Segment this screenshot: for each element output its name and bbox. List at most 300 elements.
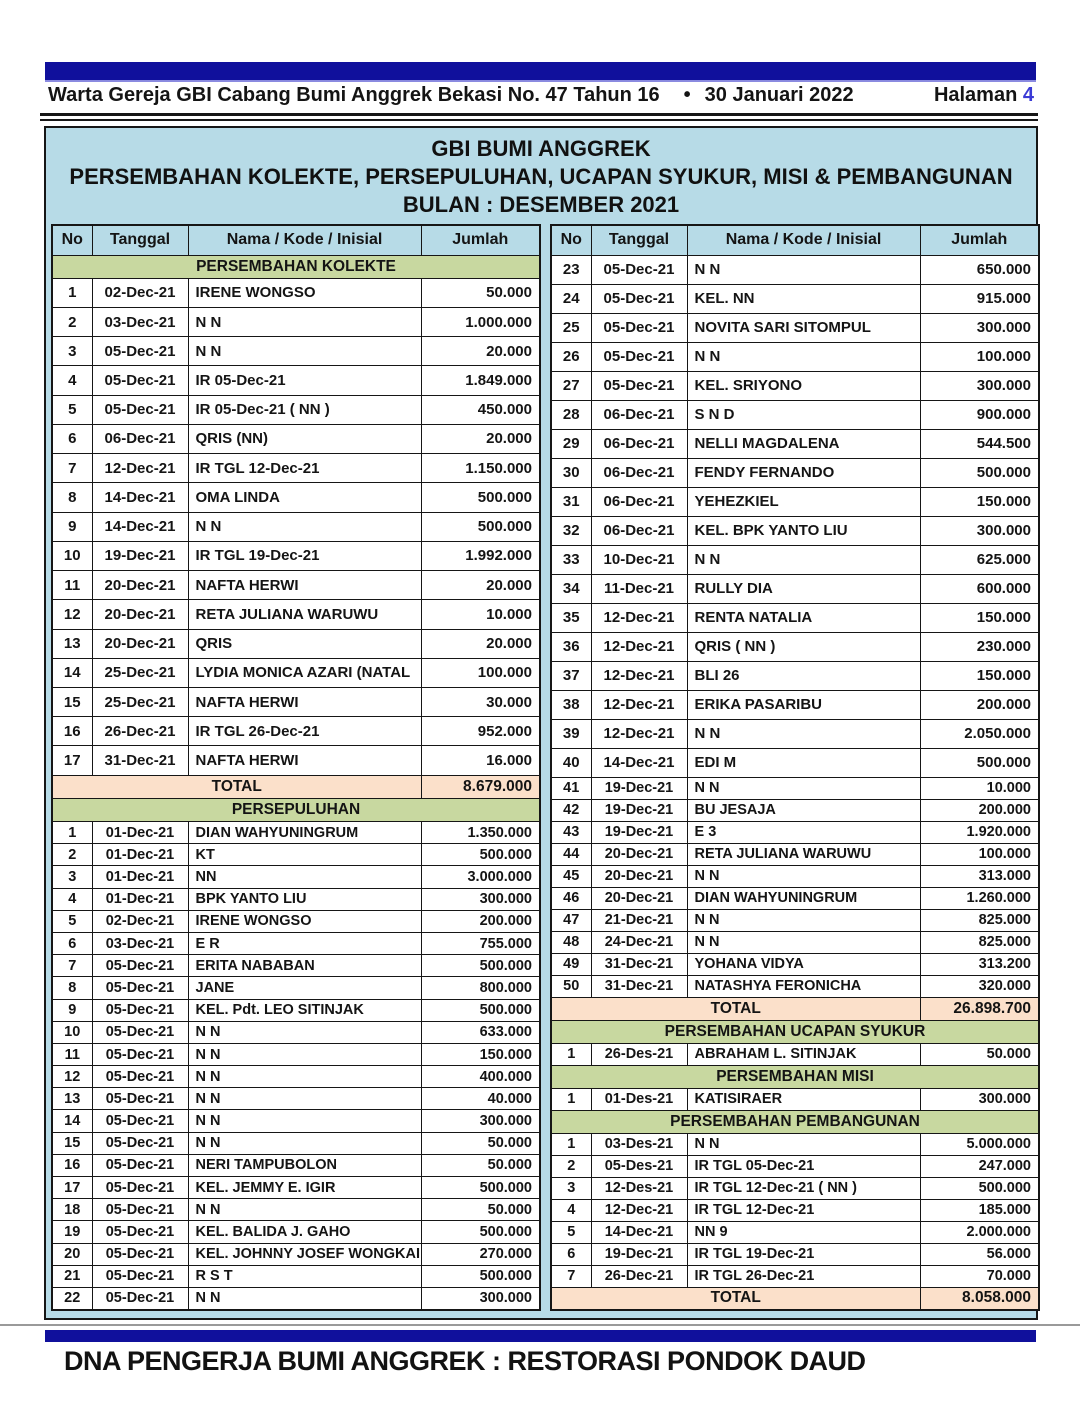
row-name: OMA LINDA bbox=[188, 483, 421, 512]
row-number: 5 bbox=[551, 1221, 591, 1243]
row-number: 7 bbox=[52, 955, 92, 977]
row-amount: 16.000 bbox=[421, 746, 540, 775]
row-date: 06-Dec-21 bbox=[591, 487, 687, 516]
column-header-jumlah: Jumlah bbox=[920, 225, 1039, 255]
row-date: 02-Dec-21 bbox=[92, 278, 188, 307]
table-row bbox=[52, 1154, 540, 1176]
table-row bbox=[551, 1155, 1039, 1177]
row-amount: 270.000 bbox=[421, 1243, 540, 1265]
column-header-tanggal: Tanggal bbox=[591, 225, 687, 255]
row-number: 40 bbox=[551, 748, 591, 777]
row-number: 36 bbox=[551, 632, 591, 661]
row-name: N N bbox=[687, 342, 920, 371]
row-name: IRENE WONGSO bbox=[188, 910, 421, 932]
table-row bbox=[551, 342, 1039, 371]
column-header-nama: Nama / Kode / Inisial bbox=[188, 225, 421, 255]
row-name: N N bbox=[687, 255, 920, 284]
row-number: 1 bbox=[52, 822, 92, 844]
table-row bbox=[551, 887, 1039, 909]
row-amount: 100.000 bbox=[920, 342, 1039, 371]
section-header-row bbox=[551, 1020, 1039, 1043]
row-amount: 100.000 bbox=[920, 843, 1039, 865]
row-date: 05-Dec-21 bbox=[92, 1177, 188, 1199]
row-number: 49 bbox=[551, 953, 591, 975]
row-amount: 300.000 bbox=[421, 1287, 540, 1310]
table-row bbox=[551, 909, 1039, 931]
section-header-label: PERSEMBAHAN KOLEKTE bbox=[52, 255, 540, 278]
row-date: 06-Dec-21 bbox=[92, 424, 188, 453]
page-label: Halaman bbox=[933, 84, 1018, 106]
row-number: 19 bbox=[52, 1221, 92, 1243]
table-row bbox=[52, 687, 540, 716]
table-row bbox=[52, 1110, 540, 1132]
row-date: 06-Dec-21 bbox=[591, 400, 687, 429]
row-date: 10-Dec-21 bbox=[591, 545, 687, 574]
row-date: 14-Dec-21 bbox=[92, 512, 188, 541]
row-number: 2 bbox=[52, 307, 92, 336]
row-number: 34 bbox=[551, 574, 591, 603]
table-row bbox=[52, 658, 540, 687]
row-number: 17 bbox=[52, 1177, 92, 1199]
column-header-row bbox=[52, 225, 540, 255]
row-date: 05-Dec-21 bbox=[92, 366, 188, 395]
row-number: 45 bbox=[551, 865, 591, 887]
row-number: 4 bbox=[52, 888, 92, 910]
row-date: 12-Dec-21 bbox=[591, 690, 687, 719]
row-name: KEL. NN bbox=[687, 284, 920, 313]
row-amount: 1.000.000 bbox=[421, 307, 540, 336]
row-number: 1 bbox=[551, 1088, 591, 1110]
row-number: 6 bbox=[52, 424, 92, 453]
row-date: 06-Dec-21 bbox=[591, 516, 687, 545]
row-name: E R bbox=[188, 932, 421, 954]
table-row bbox=[551, 400, 1039, 429]
row-name: N N bbox=[188, 1132, 421, 1154]
column-header-no: No bbox=[52, 225, 92, 255]
table-row bbox=[52, 910, 540, 932]
row-amount: 56.000 bbox=[920, 1243, 1039, 1265]
row-number: 41 bbox=[551, 777, 591, 799]
row-name: N N bbox=[188, 1199, 421, 1221]
row-number: 15 bbox=[52, 687, 92, 716]
table-row bbox=[52, 1043, 540, 1065]
table-row bbox=[52, 977, 540, 999]
table-row bbox=[52, 278, 540, 307]
row-amount: 2.050.000 bbox=[920, 719, 1039, 748]
tables-container bbox=[51, 224, 1031, 1311]
row-date: 12-Dec-21 bbox=[591, 1199, 687, 1221]
row-name: N N bbox=[687, 1133, 920, 1155]
table-row bbox=[551, 429, 1039, 458]
row-name: N N bbox=[188, 337, 421, 366]
row-name: RENTA NATALIA bbox=[687, 603, 920, 632]
row-number: 30 bbox=[551, 458, 591, 487]
row-name: N N bbox=[188, 307, 421, 336]
row-number: 17 bbox=[52, 746, 92, 775]
row-amount: 20.000 bbox=[421, 337, 540, 366]
row-date: 01-Dec-21 bbox=[92, 844, 188, 866]
row-date: 01-Dec-21 bbox=[92, 888, 188, 910]
row-amount: 500.000 bbox=[920, 1177, 1039, 1199]
report-box bbox=[44, 126, 1038, 1320]
row-date: 21-Dec-21 bbox=[591, 909, 687, 931]
row-amount: 150.000 bbox=[421, 1043, 540, 1065]
row-amount: 200.000 bbox=[421, 910, 540, 932]
row-name: KEL. JEMMY E. IGIR bbox=[188, 1177, 421, 1199]
row-date: 12-Dec-21 bbox=[92, 454, 188, 483]
row-name: KATISIRAER bbox=[687, 1088, 920, 1110]
row-number: 11 bbox=[52, 571, 92, 600]
row-name: DIAN WAHYUNINGRUM bbox=[687, 887, 920, 909]
row-date: 05-Dec-21 bbox=[92, 1154, 188, 1176]
row-date: 20-Dec-21 bbox=[591, 887, 687, 909]
row-date: 26-Dec-21 bbox=[591, 1265, 687, 1287]
row-number: 46 bbox=[551, 887, 591, 909]
table-row bbox=[52, 1088, 540, 1110]
row-name: NELLI MAGDALENA bbox=[687, 429, 920, 458]
section-header-row bbox=[52, 255, 540, 278]
row-number: 14 bbox=[52, 658, 92, 687]
row-number: 15 bbox=[52, 1132, 92, 1154]
table-row bbox=[52, 600, 540, 629]
issue-date: 30 Januari 2022 bbox=[704, 84, 854, 106]
row-amount: 400.000 bbox=[421, 1066, 540, 1088]
table-row bbox=[551, 975, 1039, 997]
table-row bbox=[52, 1177, 540, 1199]
row-number: 3 bbox=[52, 337, 92, 366]
table-row bbox=[551, 748, 1039, 777]
table-row bbox=[52, 1199, 540, 1221]
row-date: 02-Dec-21 bbox=[92, 910, 188, 932]
row-number: 50 bbox=[551, 975, 591, 997]
table-row bbox=[52, 932, 540, 954]
table-row bbox=[551, 1177, 1039, 1199]
row-date: 05-Dec-21 bbox=[591, 342, 687, 371]
row-name: ABRAHAM L. SITINJAK bbox=[687, 1043, 920, 1065]
table-row bbox=[52, 541, 540, 570]
row-number: 8 bbox=[52, 977, 92, 999]
row-number: 23 bbox=[551, 255, 591, 284]
table-row bbox=[551, 690, 1039, 719]
table-row bbox=[52, 1132, 540, 1154]
row-date: 12-Dec-21 bbox=[591, 719, 687, 748]
row-number: 18 bbox=[52, 1199, 92, 1221]
row-date: 05-Dec-21 bbox=[591, 255, 687, 284]
row-name: N N bbox=[687, 777, 920, 799]
table-row bbox=[52, 866, 540, 888]
issue-text: Warta Gereja GBI Cabang Bumi Anggrek Bekasi No. 47 Tahun 16 bbox=[48, 84, 660, 106]
row-amount: 300.000 bbox=[920, 516, 1039, 545]
column-header-tanggal: Tanggal bbox=[92, 225, 188, 255]
table-row bbox=[52, 746, 540, 775]
table-row bbox=[551, 255, 1039, 284]
row-name: IR TGL 05-Dec-21 bbox=[687, 1155, 920, 1177]
total-row bbox=[52, 775, 540, 798]
row-amount: 10.000 bbox=[920, 777, 1039, 799]
row-amount: 20.000 bbox=[421, 629, 540, 658]
row-amount: 500.000 bbox=[421, 483, 540, 512]
row-name: KEL. BPK YANTO LIU bbox=[687, 516, 920, 545]
column-header-nama: Nama / Kode / Inisial bbox=[687, 225, 920, 255]
table-row bbox=[551, 1133, 1039, 1155]
bottom-blue-bar bbox=[45, 1330, 1036, 1342]
table-row bbox=[551, 458, 1039, 487]
row-date: 26-Dec-21 bbox=[92, 717, 188, 746]
page-indicator bbox=[934, 84, 1034, 107]
row-name: YEHEZKIEL bbox=[687, 487, 920, 516]
row-number: 10 bbox=[52, 541, 92, 570]
table-row bbox=[551, 545, 1039, 574]
row-name: IR 05-Dec-21 ( NN ) bbox=[188, 395, 421, 424]
row-date: 05-Dec-21 bbox=[591, 284, 687, 313]
row-date: 05-Dec-21 bbox=[92, 977, 188, 999]
row-amount: 100.000 bbox=[421, 658, 540, 687]
row-name: NAFTA HERWI bbox=[188, 571, 421, 600]
row-name: FENDY FERNANDO bbox=[687, 458, 920, 487]
column-header-jumlah: Jumlah bbox=[421, 225, 540, 255]
table-row bbox=[551, 313, 1039, 342]
report-title-church: GBI BUMI ANGGREK bbox=[431, 136, 651, 161]
row-number: 2 bbox=[551, 1155, 591, 1177]
table-row bbox=[551, 1265, 1039, 1287]
total-label: TOTAL bbox=[551, 997, 920, 1020]
table-row bbox=[551, 1043, 1039, 1065]
row-number: 14 bbox=[52, 1110, 92, 1132]
table-row bbox=[52, 1287, 540, 1310]
row-name: KT bbox=[188, 844, 421, 866]
table-row bbox=[551, 1088, 1039, 1110]
row-number: 1 bbox=[551, 1133, 591, 1155]
row-amount: 1.920.000 bbox=[920, 821, 1039, 843]
row-amount: 900.000 bbox=[920, 400, 1039, 429]
top-blue-bar bbox=[45, 62, 1036, 82]
row-name: KEL. SRIYONO bbox=[687, 371, 920, 400]
row-name: IR TGL 19-Dec-21 bbox=[687, 1243, 920, 1265]
row-name: NN 9 bbox=[687, 1221, 920, 1243]
table-row bbox=[551, 931, 1039, 953]
row-name: NOVITA SARI SITOMPUL bbox=[687, 313, 920, 342]
table-row bbox=[52, 512, 540, 541]
row-number: 11 bbox=[52, 1043, 92, 1065]
footer-divider bbox=[0, 1324, 1080, 1326]
table-row bbox=[551, 661, 1039, 690]
row-amount: 50.000 bbox=[920, 1043, 1039, 1065]
row-date: 05-Dec-21 bbox=[92, 1221, 188, 1243]
row-name: KEL. JOHNNY JOSEF WONGKAI bbox=[188, 1243, 421, 1265]
row-date: 14-Dec-21 bbox=[591, 1221, 687, 1243]
row-number: 37 bbox=[551, 661, 591, 690]
total-value: 8.058.000 bbox=[920, 1287, 1039, 1310]
row-number: 4 bbox=[551, 1199, 591, 1221]
row-name: IR TGL 12-Dec-21 bbox=[188, 454, 421, 483]
row-number: 12 bbox=[52, 1066, 92, 1088]
row-date: 12-Dec-21 bbox=[591, 603, 687, 632]
row-name: IR TGL 26-Dec-21 bbox=[687, 1265, 920, 1287]
row-name: IR TGL 26-Dec-21 bbox=[188, 717, 421, 746]
total-row bbox=[551, 1287, 1039, 1310]
row-date: 19-Dec-21 bbox=[591, 799, 687, 821]
row-name: BPK YANTO LIU bbox=[188, 888, 421, 910]
row-name: N N bbox=[687, 545, 920, 574]
row-date: 05-Dec-21 bbox=[92, 1066, 188, 1088]
row-date: 25-Dec-21 bbox=[92, 658, 188, 687]
row-amount: 200.000 bbox=[920, 799, 1039, 821]
column-header-row bbox=[551, 225, 1039, 255]
row-number: 33 bbox=[551, 545, 591, 574]
row-name: N N bbox=[188, 1088, 421, 1110]
row-amount: 544.500 bbox=[920, 429, 1039, 458]
row-date: 05-Dec-21 bbox=[591, 313, 687, 342]
row-number: 5 bbox=[52, 395, 92, 424]
row-date: 05-Dec-21 bbox=[92, 1265, 188, 1287]
row-number: 28 bbox=[551, 400, 591, 429]
row-amount: 500.000 bbox=[421, 1177, 540, 1199]
table-row bbox=[551, 487, 1039, 516]
row-amount: 915.000 bbox=[920, 284, 1039, 313]
row-name: S N D bbox=[687, 400, 920, 429]
row-date: 20-Dec-21 bbox=[92, 571, 188, 600]
row-date: 01-Dec-21 bbox=[92, 866, 188, 888]
row-number: 1 bbox=[551, 1043, 591, 1065]
row-amount: 825.000 bbox=[920, 931, 1039, 953]
row-number: 42 bbox=[551, 799, 591, 821]
row-name: NN bbox=[188, 866, 421, 888]
row-date: 05-Dec-21 bbox=[92, 1043, 188, 1065]
row-name: JANE bbox=[188, 977, 421, 999]
row-name: EDI M bbox=[687, 748, 920, 777]
table-row bbox=[551, 574, 1039, 603]
right-table bbox=[550, 224, 1040, 1311]
row-name: ERIKA PASARIBU bbox=[687, 690, 920, 719]
row-amount: 500.000 bbox=[421, 999, 540, 1021]
table-row bbox=[52, 454, 540, 483]
row-amount: 200.000 bbox=[920, 690, 1039, 719]
row-amount: 40.000 bbox=[421, 1088, 540, 1110]
row-date: 05-Dec-21 bbox=[92, 1110, 188, 1132]
row-amount: 50.000 bbox=[421, 278, 540, 307]
row-amount: 1.260.000 bbox=[920, 887, 1039, 909]
row-date: 05-Dec-21 bbox=[92, 1132, 188, 1154]
bullet-separator: • bbox=[683, 84, 691, 106]
table-row bbox=[52, 822, 540, 844]
table-row bbox=[52, 999, 540, 1021]
row-name: N N bbox=[687, 719, 920, 748]
row-name: QRIS bbox=[188, 629, 421, 658]
row-name: N N bbox=[188, 1043, 421, 1065]
row-name: BU JESAJA bbox=[687, 799, 920, 821]
masthead-issue-line bbox=[48, 84, 864, 107]
table-row bbox=[52, 571, 540, 600]
row-amount: 320.000 bbox=[920, 975, 1039, 997]
row-name: QRIS ( NN ) bbox=[687, 632, 920, 661]
row-number: 16 bbox=[52, 717, 92, 746]
row-number: 9 bbox=[52, 999, 92, 1021]
row-date: 31-Dec-21 bbox=[92, 746, 188, 775]
row-number: 13 bbox=[52, 1088, 92, 1110]
row-number: 8 bbox=[52, 483, 92, 512]
row-amount: 20.000 bbox=[421, 571, 540, 600]
table-row bbox=[551, 632, 1039, 661]
row-date: 03-Des-21 bbox=[591, 1133, 687, 1155]
page-number: 4 bbox=[1022, 84, 1034, 106]
row-name: N N bbox=[188, 1021, 421, 1043]
row-number: 1 bbox=[52, 278, 92, 307]
table-row bbox=[52, 337, 540, 366]
row-date: 05-Dec-21 bbox=[92, 1243, 188, 1265]
row-number: 2 bbox=[52, 844, 92, 866]
row-number: 24 bbox=[551, 284, 591, 313]
row-date: 05-Dec-21 bbox=[92, 955, 188, 977]
table-row bbox=[551, 719, 1039, 748]
row-name: N N bbox=[687, 931, 920, 953]
row-date: 26-Des-21 bbox=[591, 1043, 687, 1065]
row-date: 19-Dec-21 bbox=[591, 821, 687, 843]
row-date: 05-Des-21 bbox=[591, 1155, 687, 1177]
row-number: 3 bbox=[551, 1177, 591, 1199]
row-name: N N bbox=[188, 1287, 421, 1310]
row-name: N N bbox=[188, 512, 421, 541]
row-number: 16 bbox=[52, 1154, 92, 1176]
left-table bbox=[51, 224, 541, 1311]
row-name: NATASHYA FERONICHA bbox=[687, 975, 920, 997]
row-number: 26 bbox=[551, 342, 591, 371]
row-date: 14-Dec-21 bbox=[92, 483, 188, 512]
table-row bbox=[52, 1243, 540, 1265]
table-row bbox=[52, 1066, 540, 1088]
row-number: 35 bbox=[551, 603, 591, 632]
row-name: BLI 26 bbox=[687, 661, 920, 690]
row-date: 03-Dec-21 bbox=[92, 307, 188, 336]
row-name: N N bbox=[188, 1110, 421, 1132]
row-amount: 755.000 bbox=[421, 932, 540, 954]
section-header-label: PERSEMBAHAN MISI bbox=[551, 1065, 1039, 1088]
row-date: 14-Dec-21 bbox=[591, 748, 687, 777]
row-name: E 3 bbox=[687, 821, 920, 843]
row-amount: 1.849.000 bbox=[421, 366, 540, 395]
row-date: 01-Des-21 bbox=[591, 1088, 687, 1110]
table-row bbox=[52, 395, 540, 424]
row-date: 20-Dec-21 bbox=[92, 629, 188, 658]
row-amount: 500.000 bbox=[421, 512, 540, 541]
row-amount: 5.000.000 bbox=[920, 1133, 1039, 1155]
row-number: 21 bbox=[52, 1265, 92, 1287]
row-amount: 30.000 bbox=[421, 687, 540, 716]
row-name: YOHANA VIDYA bbox=[687, 953, 920, 975]
row-name: KEL. BALIDA J. GAHO bbox=[188, 1221, 421, 1243]
row-date: 31-Dec-21 bbox=[591, 953, 687, 975]
report-title bbox=[51, 132, 1031, 224]
row-name: NAFTA HERWI bbox=[188, 746, 421, 775]
row-name: IR TGL 12-Dec-21 bbox=[687, 1199, 920, 1221]
row-date: 05-Dec-21 bbox=[92, 1088, 188, 1110]
row-amount: 50.000 bbox=[421, 1154, 540, 1176]
table-row bbox=[551, 1243, 1039, 1265]
row-amount: 500.000 bbox=[920, 748, 1039, 777]
row-date: 25-Dec-21 bbox=[92, 687, 188, 716]
row-name: R S T bbox=[188, 1265, 421, 1287]
row-number: 3 bbox=[52, 866, 92, 888]
row-amount: 300.000 bbox=[920, 371, 1039, 400]
row-amount: 313.000 bbox=[920, 865, 1039, 887]
row-number: 32 bbox=[551, 516, 591, 545]
row-number: 29 bbox=[551, 429, 591, 458]
row-number: 6 bbox=[52, 932, 92, 954]
total-label: TOTAL bbox=[52, 775, 421, 798]
row-amount: 10.000 bbox=[421, 600, 540, 629]
row-amount: 500.000 bbox=[421, 1221, 540, 1243]
table-row bbox=[52, 1021, 540, 1043]
row-name: RETA JULIANA WARUWU bbox=[188, 600, 421, 629]
